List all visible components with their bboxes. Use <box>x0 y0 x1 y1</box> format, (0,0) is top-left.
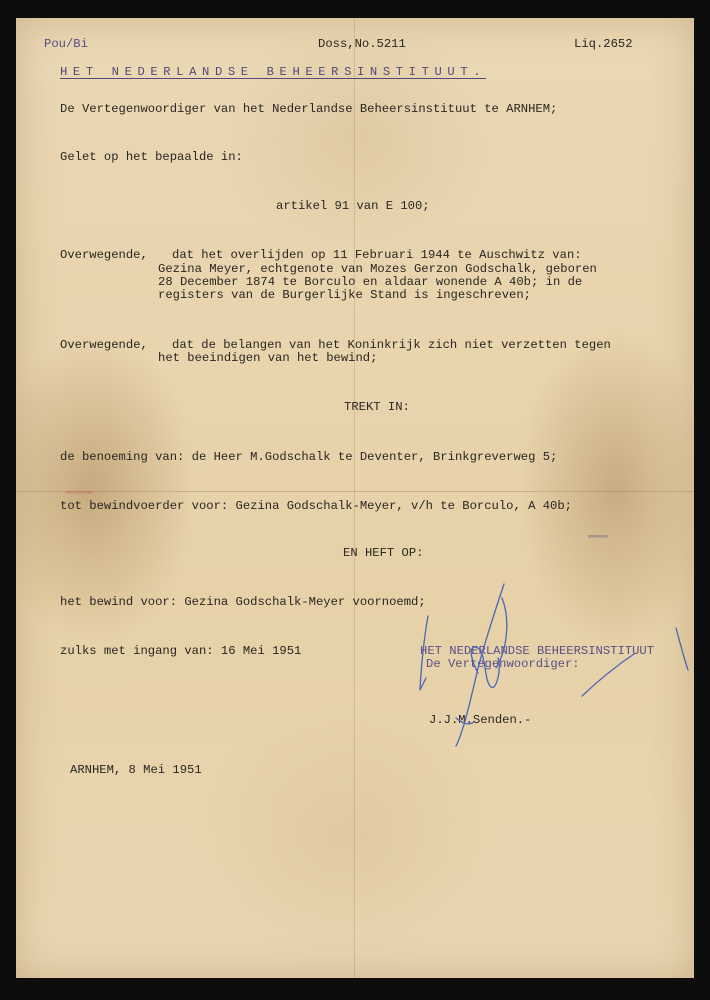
faded-stamp-mark: ▬▬▬ <box>588 530 608 542</box>
institute-title: HET NEDERLANDSE BEHEERSINSTITUUT. <box>60 65 487 79</box>
document-page <box>16 18 694 978</box>
dossier-number: Doss,No.5211 <box>318 37 406 51</box>
signature-stroke <box>676 628 688 670</box>
bewindvoerder-line: tot bewindvoerder voor: Gezina Godschalk-Meyer, v/h te Borculo, A 40b; <box>60 499 572 513</box>
stamp-role: De Vertegenwoordiger: <box>426 657 580 671</box>
intro-line: De Vertegenwoordiger van het Nederlandse Beheersinstituut te ARNHEM; <box>60 102 558 116</box>
overwegende-2-line: het beeindigen van het bewind; <box>158 351 378 365</box>
overwegende-1-line: dat het overlijden op 11 Februari 1944 te Auschwitz van: <box>172 248 582 262</box>
faded-stamp-mark: ▬▬▬▬ <box>66 486 93 498</box>
stamp-institute: HET NEDERLANDSE BEHEERSINSTITUUT <box>420 644 655 658</box>
benoeming-line: de benoeming van: de Heer M.Godschalk te Deventer, Brinkgreverweg 5; <box>60 450 558 464</box>
overwegende-1-line: 28 December 1874 te Borculo en aldaar wonende A 40b; in de <box>158 275 583 289</box>
bewind-line: het bewind voor: Gezina Godschalk-Meyer voornoemd; <box>60 595 426 609</box>
heft-op-heading: EN HEFT OP: <box>343 546 424 560</box>
horizontal-fold-line <box>16 491 694 492</box>
trekt-in-heading: TREKT IN: <box>344 400 410 414</box>
place-date: ARNHEM, 8 Mei 1951 <box>70 763 202 777</box>
overwegende-label-2: Overwegende, <box>60 338 148 352</box>
signatory-name: J.J.M.Senden.- <box>429 713 532 727</box>
overwegende-2-line: dat de belangen van het Koninkrijk zich niet verzetten tegen <box>172 338 611 352</box>
reference-code: Pou/Bi <box>44 37 88 51</box>
ingang-line: zulks met ingang van: 16 Mei 1951 <box>60 644 302 658</box>
overwegende-1-line: Gezina Meyer, echtgenote van Mozes Gerzon Godschalk, geboren <box>158 262 597 276</box>
overwegende-1-line: registers van de Burgerlijke Stand is ingeschreven; <box>158 288 531 302</box>
liquidation-number: Liq.2652 <box>574 37 633 51</box>
article-line: artikel 91 van E 100; <box>276 199 430 213</box>
signature-stroke <box>582 654 634 696</box>
gelet-line: Gelet op het bepaalde in: <box>60 150 243 164</box>
overwegende-label-1: Overwegende, <box>60 248 148 262</box>
vertical-fold-line <box>354 18 355 978</box>
